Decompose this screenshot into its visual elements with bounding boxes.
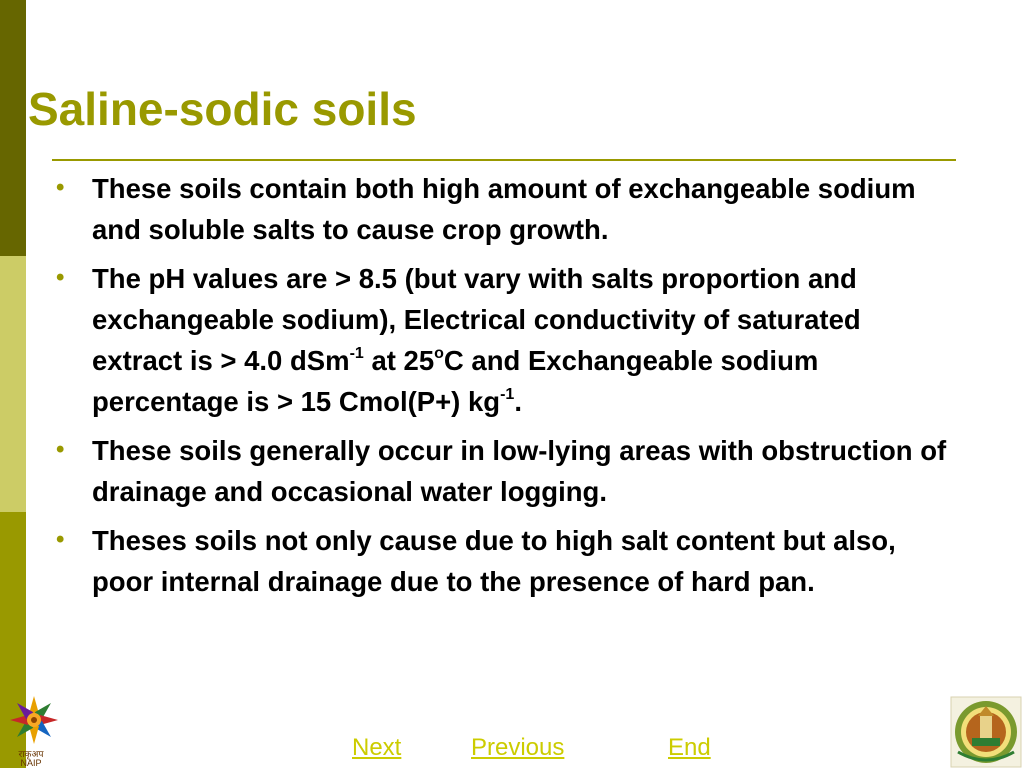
bullet-text-part: The pH values are > 8.5 (but vary with salts proportion and exchangeable sodium), Electrical conductivity of saturated extract is > 4.0 dSm: [92, 263, 861, 376]
bullet-text: These soils contain both high amount of exchangeable sodium and soluble salts to cause crop growth.: [92, 173, 916, 245]
side-stripe-middle: [0, 256, 26, 512]
bullet-item: [52, 520, 952, 602]
bullet-text-part: at 25: [363, 345, 435, 376]
bullet-dot-icon: •: [56, 174, 65, 201]
side-stripe-top: [0, 0, 26, 256]
bullet-dot-icon: •: [56, 436, 65, 463]
logo-caption-line: NAIP: [20, 758, 42, 768]
bullet-item: [52, 430, 952, 512]
superscript: o: [434, 345, 444, 362]
end-link[interactable]: End: [668, 734, 711, 761]
bullet-text-part: C and Exchangeable sodium percentage is > 15 Cmol(P+) kg: [92, 345, 819, 417]
logo-caption-line: राकृअप: [18, 749, 44, 759]
tnau-emblem-icon: [950, 696, 1022, 768]
superscript: -1: [500, 386, 515, 403]
bullet-list: [52, 168, 952, 610]
next-link[interactable]: Next: [352, 734, 402, 761]
bullet-dot-icon: •: [56, 526, 65, 553]
title-divider: [52, 159, 956, 161]
naip-logo-caption: [6, 750, 56, 768]
bullet-dot-icon: •: [56, 264, 65, 291]
bullet-text: Theses soils not only cause due to high salt content but also, poor internal drainage due to the presence of hard pan.: [92, 525, 896, 597]
bullet-item: [52, 168, 952, 250]
bullet-text: These soils generally occur in low-lying areas with obstruction of drainage and occasional water logging.: [92, 435, 947, 507]
bullet-item: [52, 258, 952, 422]
superscript: -1: [349, 345, 364, 362]
previous-link[interactable]: Previous: [471, 734, 565, 761]
slide-title: Saline-sodic soils: [28, 83, 417, 135]
bullet-text-part: .: [514, 386, 522, 417]
